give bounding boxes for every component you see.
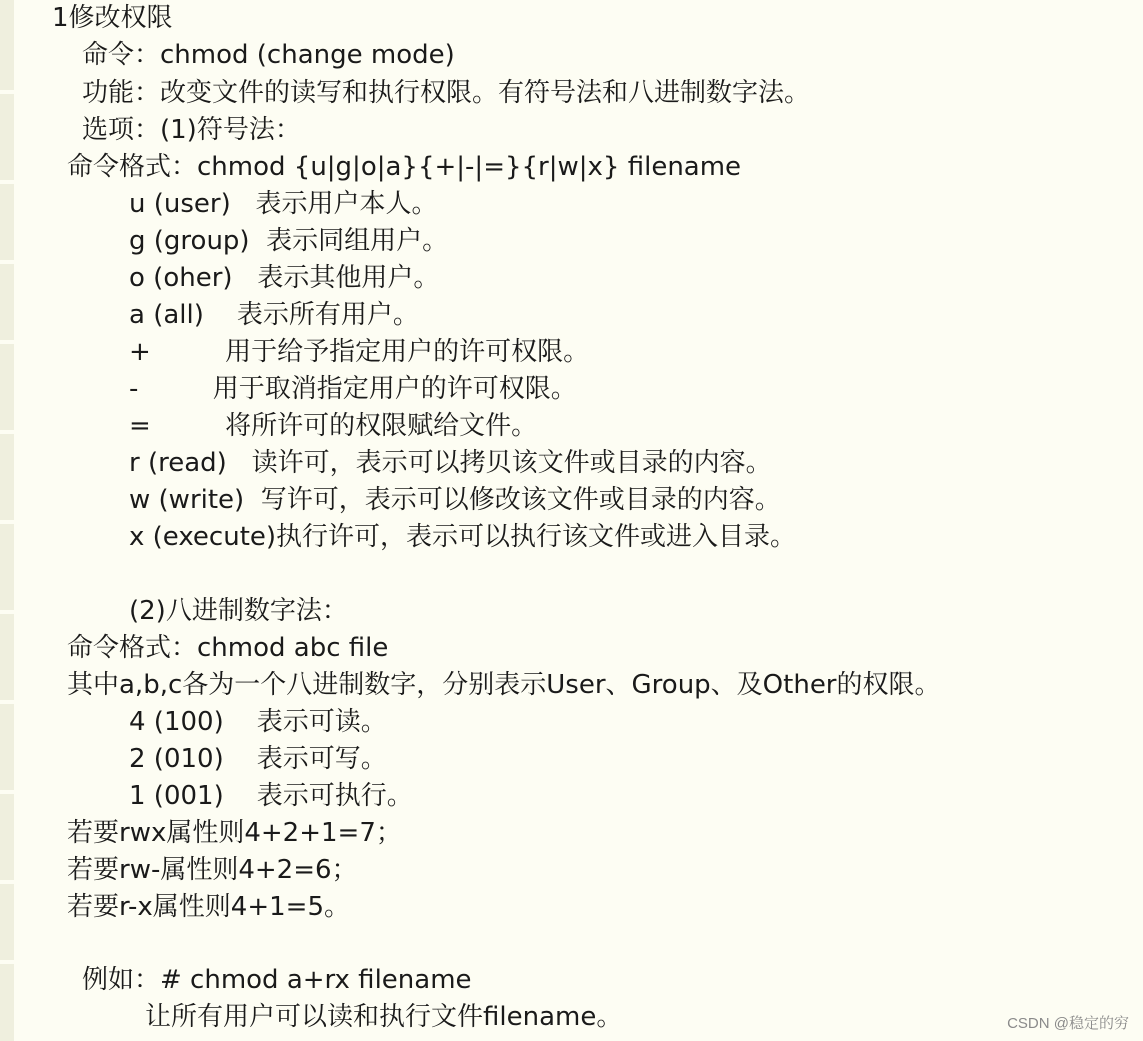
octal-example: 若要rw-属性则4+2=6； (67, 855, 358, 885)
example-explanation: 让所有用户可以读和执行文件filename。 (145, 1002, 623, 1032)
symbolic-format-line: 命令格式：chmod {u|g|o|a}{+|-|=}{r|w|x} filename (67, 152, 742, 182)
option-item: u (user) 表示用户本人。 (129, 189, 438, 219)
octal-example: 若要rwx属性则4+2+1=7； (67, 818, 402, 848)
octal-example: 若要r-x属性则4+1=5。 (67, 892, 350, 922)
option-item: w (write) 写许可，表示可以修改该文件或目录的内容。 (129, 485, 781, 515)
option-item: x (execute)执行许可，表示可以执行该文件或进入目录。 (129, 522, 797, 552)
option-item: a (all) 表示所有用户。 (129, 300, 419, 330)
octal-item: 2 (010) 表示可写。 (129, 744, 387, 774)
option-item: o (oher) 表示其他用户。 (129, 263, 440, 293)
option-item: - 用于取消指定用户的许可权限。 (129, 374, 577, 404)
option-item: + 用于给予指定用户的许可权限。 (129, 337, 590, 367)
option-item: g (group) 表示同组用户。 (129, 226, 449, 256)
section-heading: 1修改权限 (52, 3, 173, 33)
octal-format-line: 命令格式：chmod abc file (67, 633, 389, 663)
example-command: 例如：# chmod a+rx filename (82, 965, 472, 995)
octal-heading: (2)八进制数字法： (129, 596, 348, 626)
options-line: 选项：(1)符号法： (82, 115, 301, 145)
octal-item: 1 (001) 表示可执行。 (129, 781, 413, 811)
function-line: 功能：改变文件的读写和执行权限。有符号法和八进制数字法。 (82, 78, 811, 108)
left-margin-bar (0, 0, 14, 1041)
command-line: 命令：chmod (change mode) (82, 40, 455, 70)
option-item: = 将所许可的权限赋给文件。 (129, 411, 538, 441)
octal-description: 其中a,b,c各为一个八进制数字，分别表示User、Group、及Other的权限。 (67, 670, 941, 700)
octal-item: 4 (100) 表示可读。 (129, 707, 387, 737)
option-item: r (read) 读许可，表示可以拷贝该文件或目录的内容。 (129, 448, 772, 478)
csdn-watermark: CSDN @稳定的穷 (1007, 1015, 1129, 1032)
